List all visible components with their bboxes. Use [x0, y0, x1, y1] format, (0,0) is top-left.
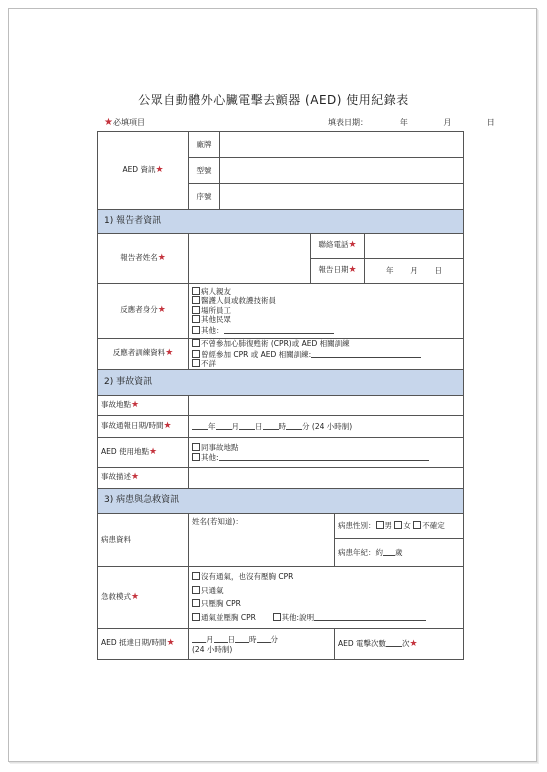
report-date-label: 報告日期★ — [311, 259, 365, 284]
training-options — [189, 339, 464, 370]
identity-option[interactable]: 病人親友 — [192, 287, 460, 296]
rescue-mode-label: 急救模式★ — [98, 567, 189, 629]
identity-option[interactable]: 醫護人員或救護技術員 — [192, 296, 460, 305]
star-icon: ★ — [155, 164, 164, 175]
aed-location-other-line[interactable] — [219, 452, 429, 461]
identity-option[interactable]: 場所員工 — [192, 306, 460, 315]
star-icon: ★ — [131, 399, 140, 410]
star-icon: ★ — [157, 252, 166, 263]
serial-field[interactable] — [220, 184, 464, 210]
arrival-label: AED 抵達日期/時間★ — [98, 629, 189, 660]
section-reporter-title: 1) 報告者資訊 — [98, 210, 464, 234]
form-title: 公眾自動體外心臟電擊去顫器 (AED) 使用紀錄表 — [138, 93, 409, 107]
aed-location-options — [189, 438, 464, 468]
shock-count-field[interactable]: AED 電擊次數 次★ — [335, 629, 464, 660]
star-icon: ★ — [131, 591, 140, 602]
rescue-option[interactable]: 只壓胸 CPR — [192, 599, 460, 608]
star-icon: ★ — [409, 638, 418, 649]
patient-gender-field[interactable]: 病患性別： 男 女 不確定 — [335, 514, 464, 539]
reporter-name-label: 報告者姓名★ — [98, 234, 189, 284]
checkbox-icon — [376, 521, 384, 529]
checkbox-icon — [192, 339, 200, 347]
rescue-option[interactable]: 通氣並壓胸 CPR 其他:說明 — [192, 612, 460, 622]
checkbox-icon — [192, 296, 200, 304]
checkbox-icon — [192, 359, 200, 367]
patient-age-field[interactable]: 病患年紀：約 歲 — [335, 539, 464, 567]
identity-option[interactable]: 其他民眾 — [192, 315, 460, 324]
incident-location-label: 事故地點★ — [98, 396, 189, 416]
model-field[interactable] — [220, 158, 464, 184]
description-label: 事故描述★ — [98, 468, 189, 489]
star-icon: ★ — [163, 420, 172, 431]
checkbox-icon — [192, 350, 200, 358]
checkbox-icon — [192, 306, 200, 314]
brand-label: 廠牌 — [189, 132, 220, 158]
aed-record-table — [97, 131, 464, 660]
identity-options — [189, 284, 464, 339]
patient-name-field[interactable]: 姓名(若知道)： — [189, 514, 335, 567]
star-icon: ★ — [157, 305, 166, 316]
checkbox-icon — [192, 315, 200, 323]
section-patient-title: 3) 病患與急救資訊 — [98, 489, 464, 514]
model-label: 型號 — [189, 158, 220, 184]
checkbox-icon — [192, 572, 200, 580]
required-note: ★必填項目 — [104, 117, 145, 128]
star-icon: ★ — [348, 265, 357, 276]
identity-option[interactable]: 其他： — [192, 325, 460, 335]
checkbox-icon — [413, 521, 421, 529]
checkbox-icon — [192, 613, 200, 621]
training-option[interactable]: 不詳 — [192, 359, 460, 368]
training-detail-line[interactable] — [311, 349, 421, 358]
rescue-other-line[interactable] — [314, 612, 426, 621]
checkbox-icon — [192, 443, 200, 451]
rescue-option[interactable]: 只通氣 — [192, 586, 460, 595]
rescue-options — [189, 567, 464, 629]
training-label: 反應者訓練資料★ — [98, 339, 189, 370]
serial-label: 序號 — [189, 184, 220, 210]
star-icon: ★ — [149, 446, 158, 457]
phone-field[interactable] — [365, 234, 464, 259]
training-option[interactable]: 曾經參加 CPR 或 AED 相關訓練: — [192, 349, 460, 359]
training-option[interactable]: 不曾參加心肺復甦術 (CPR)或 AED 相關訓練 — [192, 339, 460, 348]
star-icon: ★ — [131, 472, 140, 483]
checkbox-icon — [192, 599, 200, 607]
checkbox-icon — [192, 326, 200, 334]
aed-location-option[interactable]: 同事故地點 — [192, 443, 460, 452]
arrival-field[interactable]: 月 日 時 分 (24 小時制) — [189, 629, 335, 660]
report-time-field[interactable]: 年 月 日 時 分 (24 小時制) — [189, 416, 464, 438]
incident-location-field[interactable] — [189, 396, 464, 416]
aed-location-option[interactable]: 其他: — [192, 452, 460, 462]
aed-info-label: AED 資訊★ — [98, 132, 189, 210]
star-icon: ★ — [166, 638, 175, 649]
reporter-name-field[interactable] — [189, 234, 311, 284]
checkbox-icon — [192, 287, 200, 295]
fill-date: 填表日期： 年 月 日 — [328, 118, 495, 127]
checkbox-icon — [192, 586, 200, 594]
star-icon: ★ — [348, 240, 357, 251]
checkbox-icon — [273, 613, 281, 621]
other-identity-line[interactable] — [224, 325, 334, 334]
report-time-label: 事故通報日期/時間★ — [98, 416, 189, 438]
rescue-option[interactable]: 沒有通氣，也沒有壓胸 CPR — [192, 572, 460, 581]
checkbox-icon — [394, 521, 402, 529]
aed-location-label: AED 使用地點★ — [98, 438, 189, 468]
checkbox-icon — [192, 453, 200, 461]
description-field[interactable] — [189, 468, 464, 489]
star-icon: ★ — [104, 117, 113, 128]
star-icon: ★ — [165, 348, 174, 359]
patient-info-label: 病患資料 — [98, 514, 189, 567]
section-incident-title: 2) 事故資訊 — [98, 370, 464, 396]
report-date-field[interactable]: 年 月 日 — [365, 259, 464, 284]
phone-label: 聯絡電話★ — [311, 234, 365, 259]
responder-identity-label: 反應者身分★ — [98, 284, 189, 339]
brand-field[interactable] — [220, 132, 464, 158]
